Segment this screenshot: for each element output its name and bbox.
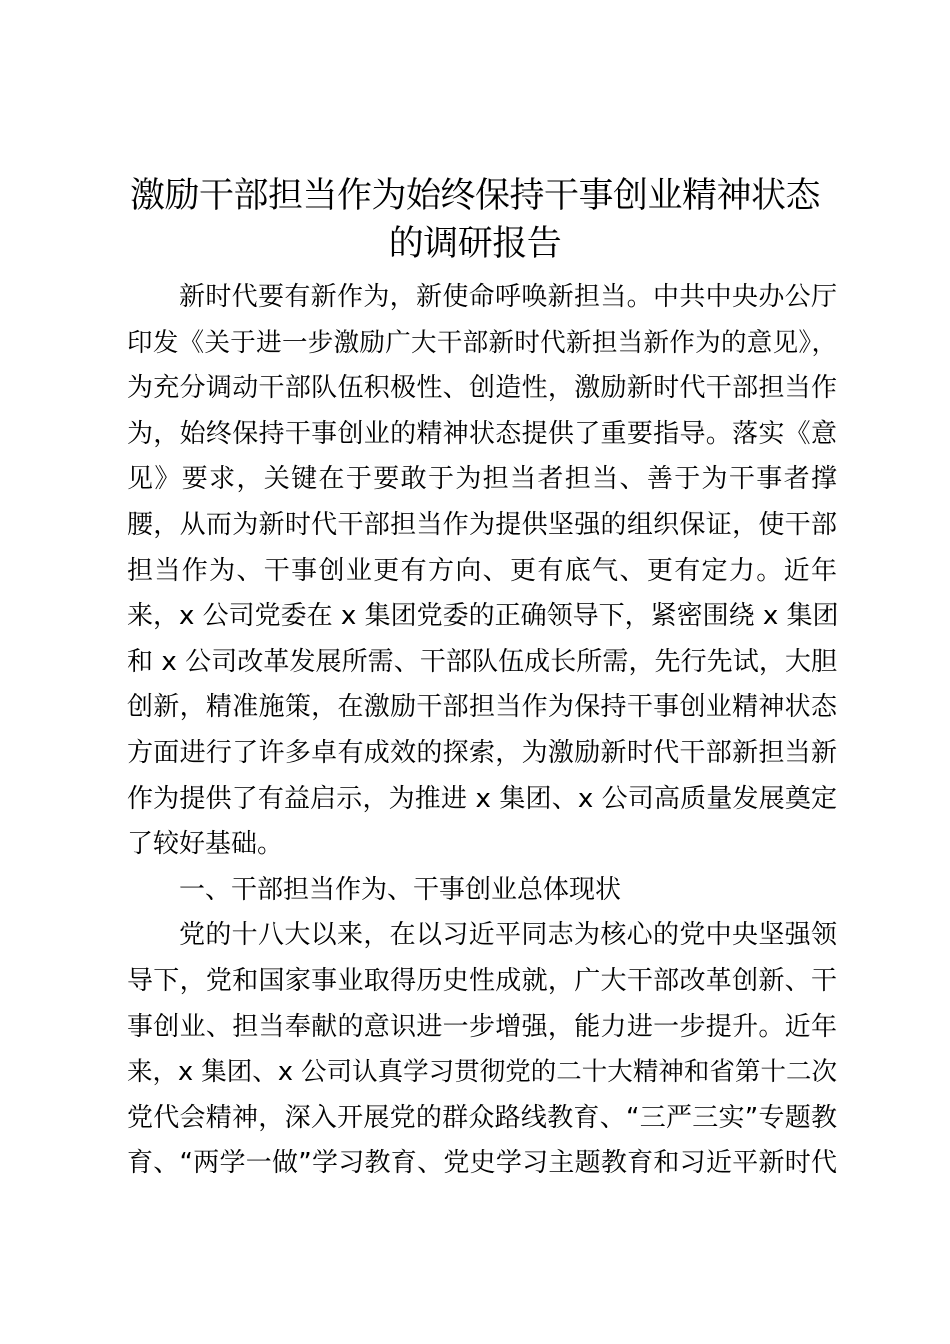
document-title: [110, 172, 840, 268]
title-line-1: 激励干部担当作为始终保持干事创业精神状态: [129, 176, 820, 216]
text-line: 见》要求，关键在于要敢于为担当者担当、善于为干事者撑: [127, 464, 837, 495]
title-line-2: 的调研报告: [388, 224, 562, 264]
text-line: 创新，精准施策，在激励干部担当作为保持干事创业精神状态: [127, 692, 837, 723]
text-line: 事创业、担当奉献的意识进一步增强，能力进一步提升。近年: [127, 1011, 837, 1042]
text-line: 作为提供了有益启示，为推进 x 集团、x 公司高质量发展奠定: [127, 783, 837, 814]
text-line: 育、“两学一做”学习教育、党史学习主题教育和习近平新时代: [127, 1148, 837, 1179]
text-line: 党代会精神，深入开展党的群众路线教育、“三严三实”专题教: [127, 1102, 837, 1133]
text-line: 来，x 公司党委在 x 集团党委的正确领导下，紧密围绕 x 集团: [127, 601, 839, 632]
text-line: 导下，党和国家事业取得历史性成就，广大干部改革创新、干: [127, 965, 837, 996]
text-line: 为，始终保持干事创业的精神状态提供了重要指导。落实《意: [127, 418, 837, 449]
text-line: 党的十八大以来，在以习近平同志为核心的党中央坚强领: [179, 920, 837, 951]
text-line: 了较好基础。: [127, 829, 284, 860]
section-heading: 一、干部担当作为、干事创业总体现状: [179, 874, 622, 905]
text-line: 印发《关于进一步激励广大干部新时代新担当新作为的意见》，: [127, 327, 837, 358]
text-line: 腰，从而为新时代干部担当作为提供坚强的组织保证，使干部: [127, 509, 837, 540]
text-line: 为充分调动干部队伍积极性、创造性，激励新时代干部担当作: [127, 373, 837, 404]
document-body: [127, 275, 837, 1187]
text-line: 新时代要有新作为，新使命呼唤新担当。中共中央办公厅: [179, 282, 837, 312]
text-line: 来，x 集团、x 公司认真学习贯彻党的二十大精神和省第十二次: [127, 1057, 837, 1088]
text-line: 方面进行了许多卓有成效的探索，为激励新时代干部新担当新: [127, 737, 837, 768]
text-line: 担当作为、干事创业更有方向、更有底气、更有定力。近年: [127, 555, 837, 586]
text-line: 和 x 公司改革发展所需、干部队伍成长所需，先行先试，大胆: [127, 646, 837, 677]
